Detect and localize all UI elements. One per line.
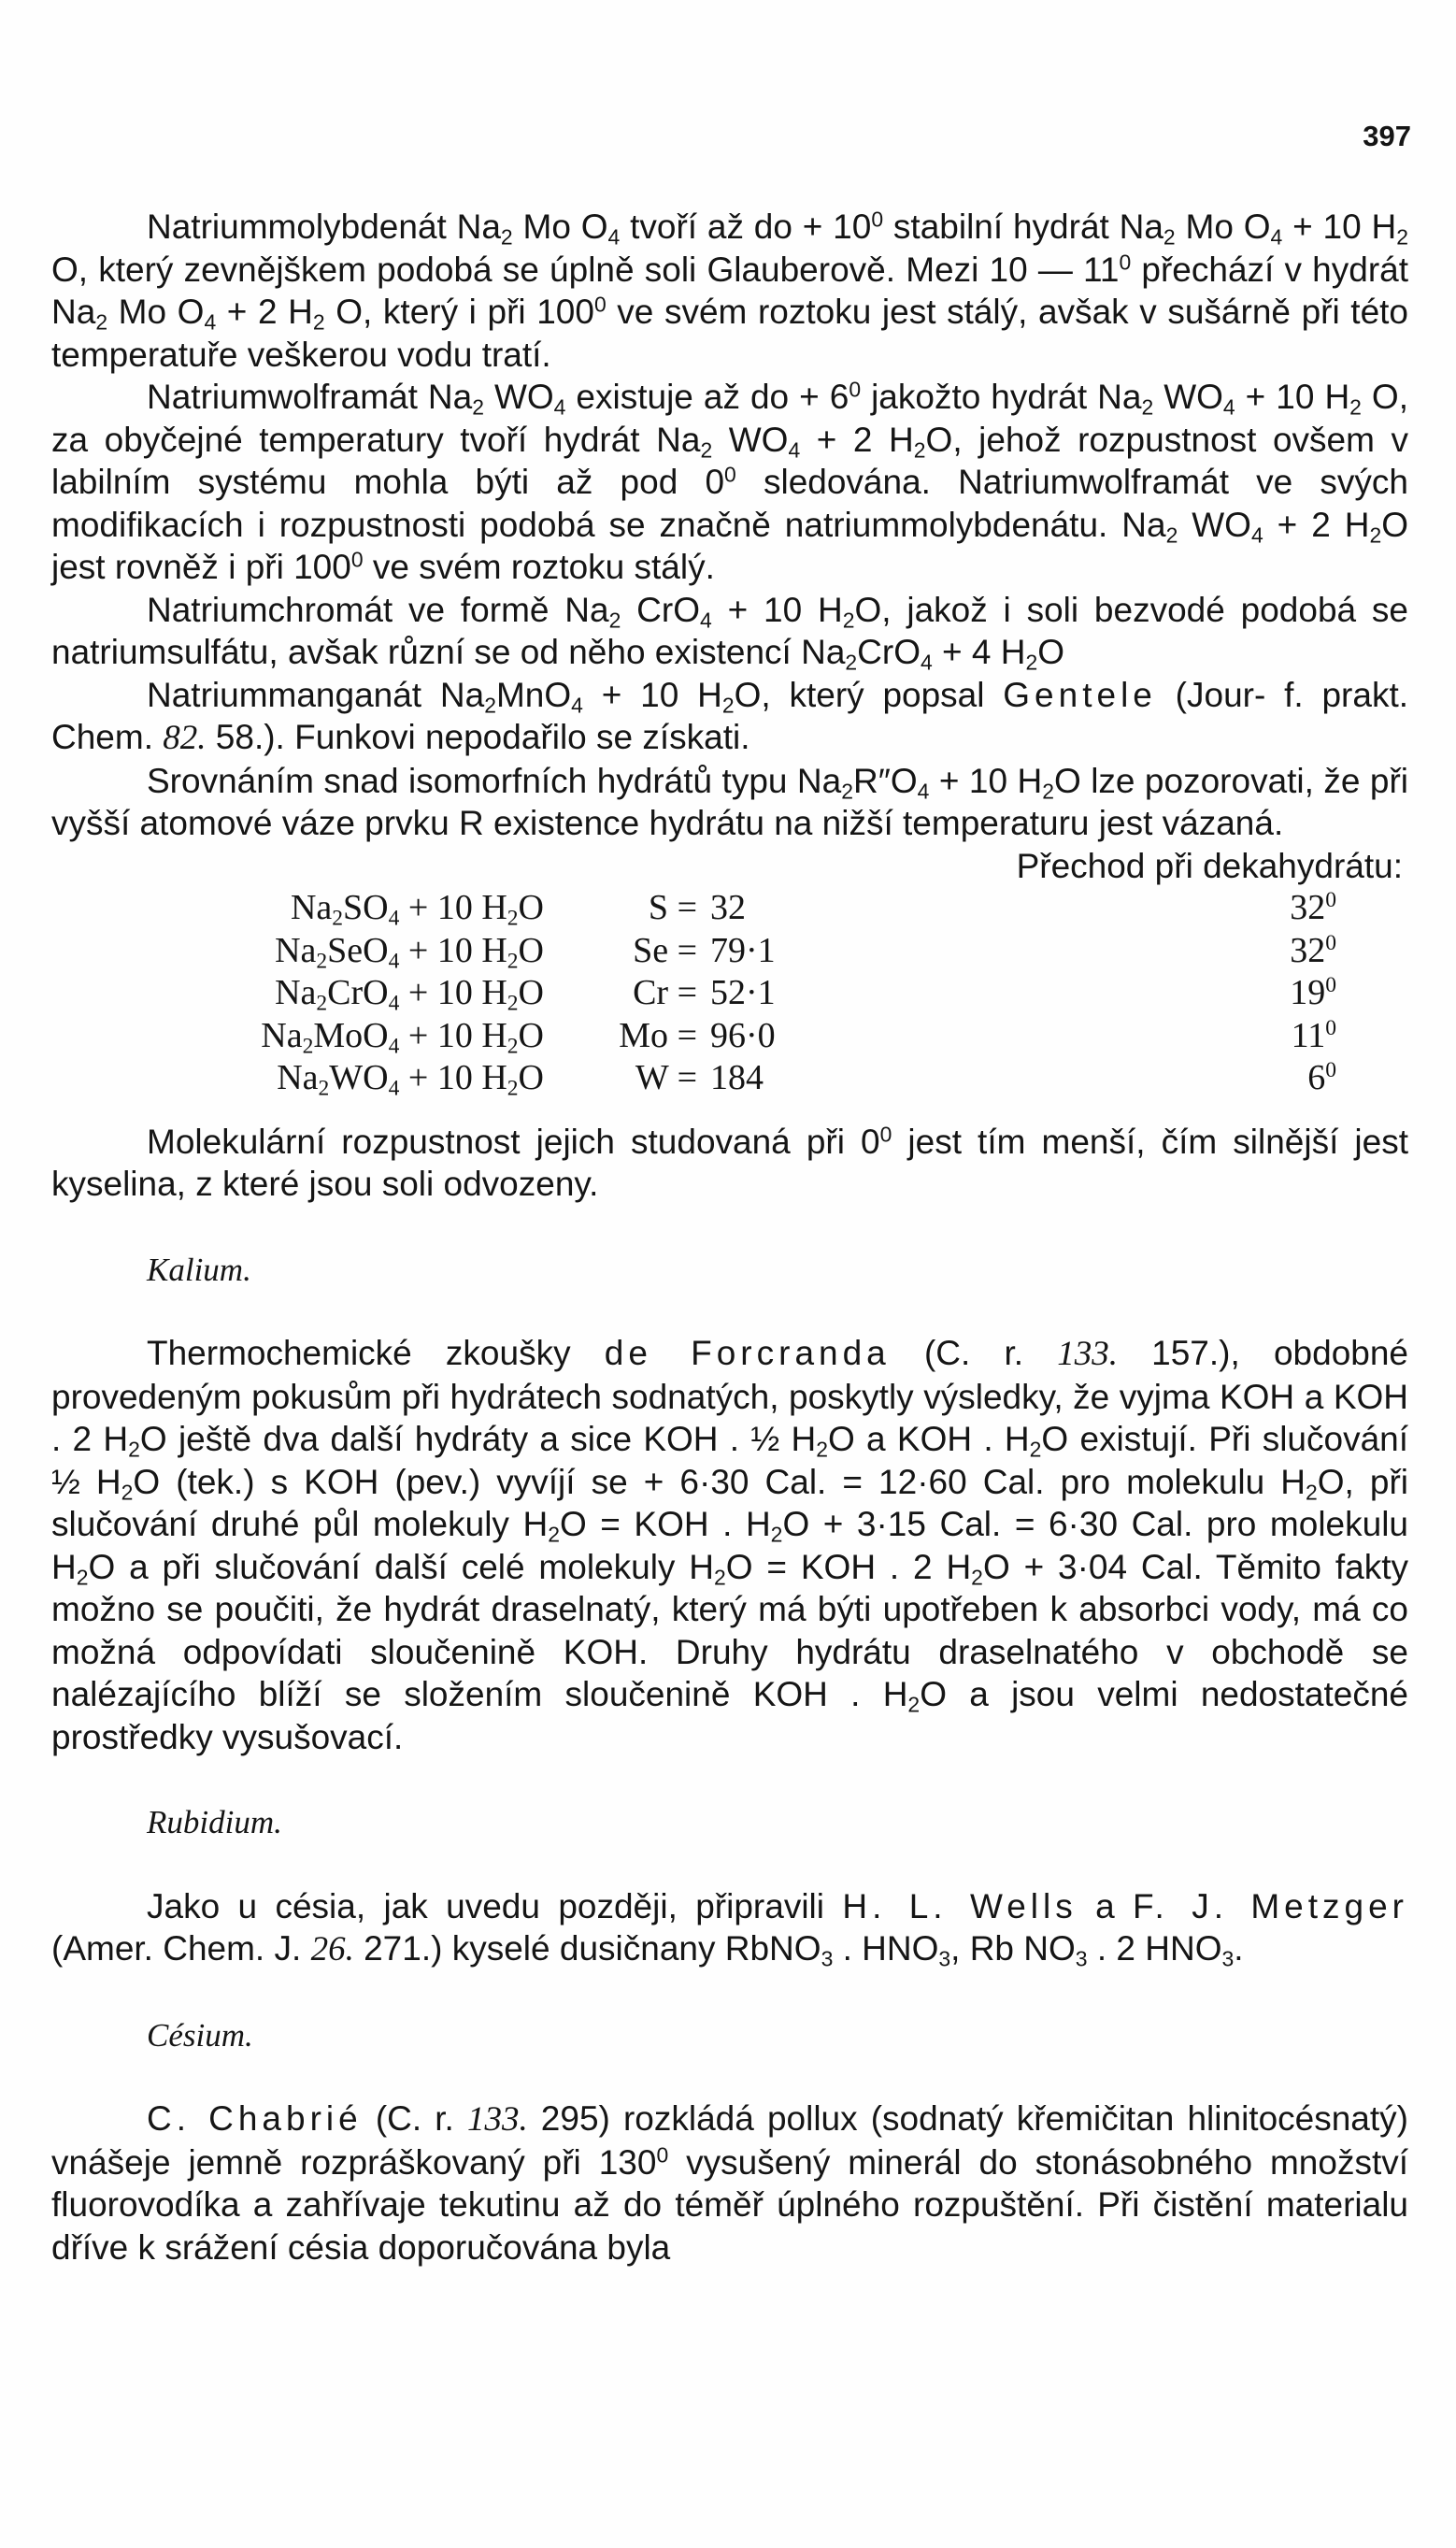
paragraph-comparison: Srovnáním snad isomorfních hydrátů typu $Na_2R''O_4 + 10$ $H_2O$ lze pozorovati, že při vyšší atomové váze prvku R existence hydrátu na nižší temperaturu jest vázaná. bbox=[51, 761, 1409, 842]
paragraph-molecular-solubility: Molekulární rozpustnost jejich studovaná při $0^0$ jest tím menší, čím silnější jest kyselina, z které jsou soli odvozeny. bbox=[51, 1121, 1408, 1203]
element-cell: Se = bbox=[633, 930, 697, 970]
paragraph-rubidium: Jako u césia, jak uvedu později, připravili H. L. Wells a F. J. Metzger (Amer. Chem. J. 26. 271.) kyselé dusičnany RbNO$_3$ . $HNO_3$, Rb $NO_3$ . 2 $HNO_3$. bbox=[51, 1886, 1408, 1971]
transition-temp-cell: $32^0$ bbox=[1290, 888, 1336, 927]
heading-rubidium: Rubidium. bbox=[147, 1804, 282, 1840]
paragraph-potassium: Thermochemické zkoušky de Forcranda (C. r. 133. 157.), obdobné provedeným pokusům při hydrátech sodnatých, poskytly výsledky, že vyjma KOH a KOH . 2 $H_2O$ ještě dva další hydráty a sice KOH . ½ $H_2O$ a KOH . $H_2O$ existují. Při slučování ½ $H_2O$ (tek.) s KOH (pev.) vyvíjí se + 6·30 Cal. = 12·60 Cal. pro molekulu $H_2O$, při slučování druhé půl molekuly $H_2O$ = KOH . $H_2O + 3\cdot 15$ Cal. = 6·30 Cal. pro molekulu $H_2O$ a při slučování další celé molekuly $H_2O$ = KOH . 2 $H_2O + 3\cdot 04$ Cal. Těmito fakty možno se poučiti, že hydrát draselnatý, který má býti upotřeben k absorbci vody, má co možná odpovídati sloučenině KOH. Druhy hydrátu draselnatého v obchodě se nalézajícího blíží se složením sloučenině KOH . $H_2O$ a jsou velmi nedostatečné prostředky vysušovací. bbox=[51, 1334, 1409, 1756]
atomic-weight-cell: 184 bbox=[710, 1058, 764, 1097]
table-row bbox=[51, 887, 1336, 930]
table-row bbox=[51, 1015, 1336, 1058]
transition-temp-cell: $6^0$ bbox=[1307, 1058, 1336, 1097]
atomic-weight-cell: 96·0 bbox=[710, 1015, 776, 1055]
paragraph-cesium: C. Chabrié (C. r. 133. 295) rozkládá pollux (sodnatý křemičitan hlinitocésnatý) vnášeje jemně rozpráškovaný při $130^0$ vysušený minerál do stonásobného množství fluorovodíka a zahřívaje tekutinu až do téměř úplného rozpuštění. Při čistění materialu dříve k srážení césia doporučována byla bbox=[51, 2099, 1408, 2267]
paragraph-sodium-chromate: Natriumchromát ve formě $Na_2$ CrO$_4$ + 10 $H_2O$, jakož i soli bezvodé podobá se natriumsulfátu, avšak různí se od něho existencí $Na_2CrO_4 + 4$ $H_2O$ bbox=[51, 590, 1408, 675]
atomic-weight-cell: 32 bbox=[710, 888, 746, 927]
formula-cell: $Na_2SO_4 + 10$ $H_2O$ bbox=[290, 888, 544, 931]
formula-cell: $Na_2WO_4 + 10$ $H_2O$ bbox=[277, 1058, 544, 1101]
decahydrate-table bbox=[51, 887, 1336, 1100]
heading-cesium: Césium. bbox=[147, 2016, 253, 2054]
atomic-weight-cell: 79·1 bbox=[710, 930, 776, 970]
atomic-weight-cell: 52·1 bbox=[710, 973, 776, 1012]
transition-temp-cell: $11^0$ bbox=[1291, 1015, 1336, 1055]
table-row bbox=[51, 1057, 1336, 1100]
element-cell: W = bbox=[635, 1058, 697, 1097]
paragraph-sodium-manganate: Natriummanganát $Na_2MnO_4 + 10$ $H_2O$, který popsal Gentele (Jour- f. prakt. Chem. 82. 58.). Funkovi nepodařilo se získati. bbox=[51, 675, 1409, 757]
transition-temp-cell: $19^0$ bbox=[1290, 973, 1336, 1012]
paragraph-sodium-molybdate: Natriummolybdenát $Na_2$ Mo $O_4$ tvoří až do + $10^0$ stabilní hydrát $Na_2$ Mo $O_4 + 10$ $H_2$ O, který zevnějškem podobá se úplně soli Glauberově. Mezi 10 — $11^0$ přechází v hydrát $Na_2$ Mo $O_4 + 2$ $H_2$ O, který i při $100^0$ ve svém roztoku jest stálý, avšak v sušárně při této temperatuře veškerou vodu tratí. bbox=[51, 207, 1409, 374]
page-number: 397 bbox=[1363, 120, 1411, 152]
formula-cell: $Na_2SeO_4 + 10$ $H_2O$ bbox=[275, 930, 544, 974]
heading-kalium: Kalium. bbox=[147, 1251, 251, 1288]
table-row bbox=[51, 972, 1336, 1015]
formula-cell: $Na_2MoO_4 + 10$ $H_2O$ bbox=[261, 1015, 544, 1059]
element-cell: Cr = bbox=[633, 973, 697, 1012]
page-body bbox=[51, 206, 1408, 2269]
formula-cell: $Na_2CrO_4 + 10$ $H_2O$ bbox=[275, 973, 544, 1016]
table-row bbox=[51, 930, 1336, 973]
paragraph-sodium-tungstate: Natriumwolframát $Na_2$ $WO_4$ existuje až do + $6^0$ jakožto hydrát $Na_2$ $WO_4 + 10$ $H_2$ O, za obyčejné temperatury tvoří hydrát $Na_2$ $WO_4 + 2$ $H_2O$, jehož rozpustnost ovšem v labilním systému mohla býti až pod $0^0$ sledována. Natriumwolframát ve svých modifikacích i rozpustnosti podobá se značně natriummolybdenátu. $Na_2$ $WO_4 + 2$ $H_2O$ jest rovněž i při $100^0$ ve svém roztoku stálý. bbox=[51, 377, 1408, 586]
element-cell: Mo = bbox=[619, 1015, 697, 1055]
element-cell: S = bbox=[648, 888, 697, 927]
transition-temp-cell: $32^0$ bbox=[1290, 930, 1336, 970]
table-header: Přechod při dekahydrátu: bbox=[1016, 846, 1403, 885]
